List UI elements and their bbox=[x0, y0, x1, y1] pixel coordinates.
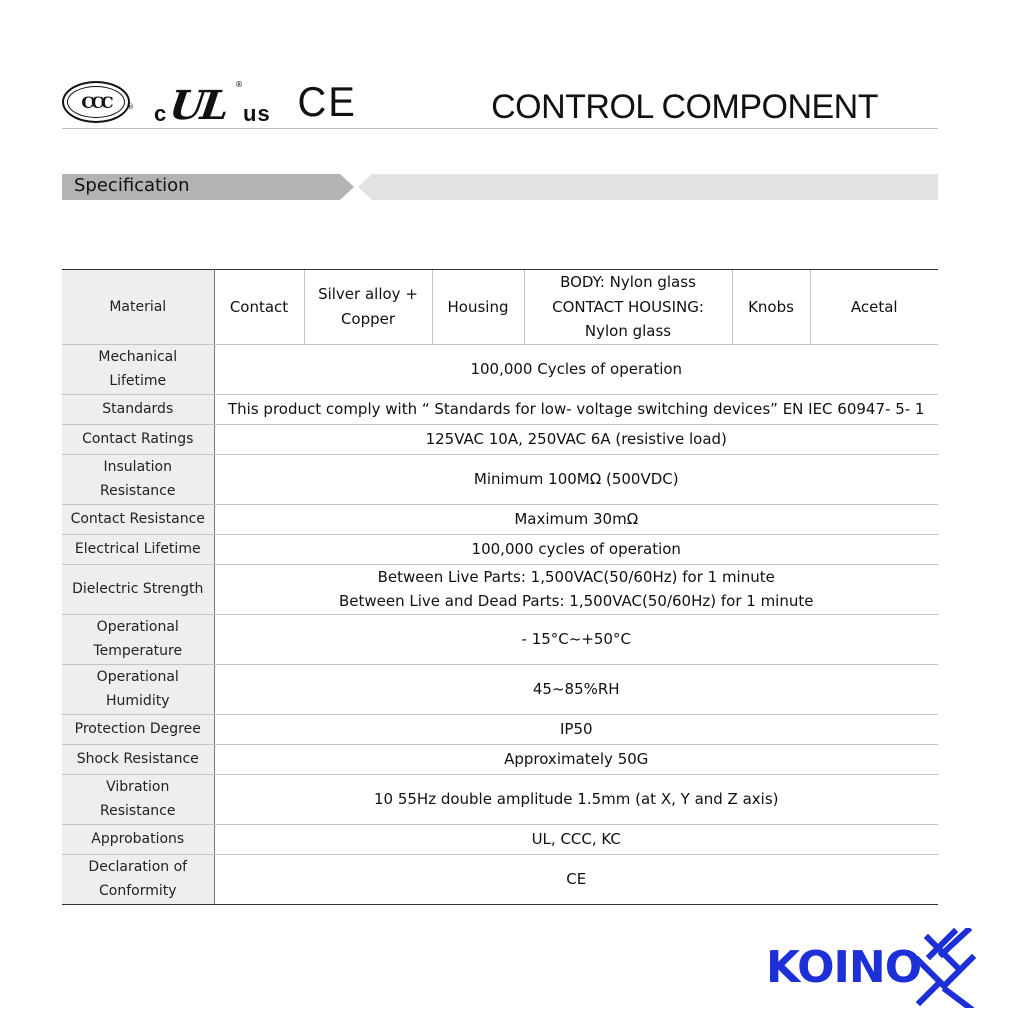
ul-us-letters: us bbox=[243, 101, 271, 126]
row-label: Approbations bbox=[62, 824, 214, 854]
table-row bbox=[62, 824, 938, 854]
row-value: - 15°C~+50°C bbox=[214, 614, 938, 664]
row-label: Mechanical Lifetime bbox=[62, 344, 214, 394]
page-header bbox=[62, 70, 938, 129]
material-contact-label: Contact bbox=[214, 270, 304, 345]
row-label: Dielectric Strength bbox=[62, 564, 214, 614]
row-label: Operational Humidity bbox=[62, 664, 214, 714]
table-row bbox=[62, 344, 938, 394]
table-row bbox=[62, 614, 938, 664]
row-label: Electrical Lifetime bbox=[62, 534, 214, 564]
material-knobs-label: Knobs bbox=[732, 270, 810, 345]
ul-listed-logo-icon bbox=[150, 78, 290, 129]
table-row bbox=[62, 564, 938, 614]
table-row bbox=[62, 394, 938, 424]
material-housing-label: Housing bbox=[432, 270, 524, 345]
registered-mark: ® bbox=[127, 103, 134, 111]
row-label: Standards bbox=[62, 394, 214, 424]
table-row bbox=[62, 774, 938, 824]
row-value: IP50 bbox=[214, 714, 938, 744]
ce-mark-icon: CE bbox=[297, 78, 357, 125]
row-label: Contact Resistance bbox=[62, 504, 214, 534]
row-value: 100,000 cycles of operation bbox=[214, 534, 938, 564]
brand-logo bbox=[766, 928, 986, 1008]
row-value: Minimum 100MΩ (500VDC) bbox=[214, 454, 938, 504]
material-housing-value bbox=[524, 270, 732, 345]
ccc-logo-icon bbox=[62, 81, 134, 123]
brand-name: KOINO bbox=[766, 942, 922, 993]
ul-mark-text: UL bbox=[166, 82, 229, 129]
housing-value-line: Nylon glass bbox=[584, 322, 672, 340]
row-label: Declaration of Conformity bbox=[62, 854, 214, 904]
section-title: Specification bbox=[74, 175, 190, 196]
table-row bbox=[62, 534, 938, 564]
housing-value-line: CONTACT HOUSING: bbox=[552, 297, 704, 316]
row-label: Vibration Resistance bbox=[62, 774, 214, 824]
row-value: Maximum 30mΩ bbox=[214, 504, 938, 534]
koinox-x-logo-icon bbox=[916, 928, 980, 1008]
ul-c-letter: c bbox=[154, 101, 167, 126]
section-bar-graphic bbox=[62, 174, 938, 200]
row-value: UL, CCC, KC bbox=[214, 824, 938, 854]
table-row-material bbox=[62, 270, 938, 345]
row-value bbox=[214, 564, 938, 614]
section-header-bar bbox=[62, 174, 938, 200]
row-label: Protection Degree bbox=[62, 714, 214, 744]
table-row bbox=[62, 744, 938, 774]
row-value: CE bbox=[214, 854, 938, 904]
row-value: 45~85%RH bbox=[214, 664, 938, 714]
row-value: 10 55Hz double amplitude 1.5mm (at X, Y and Z axis) bbox=[214, 774, 938, 824]
row-label: Insulation Resistance bbox=[62, 454, 214, 504]
row-value: This product comply with “ Standards for low- voltage switching devices” EN IEC 60947- 5- 1 bbox=[214, 394, 938, 424]
row-value: 125VAC 10A, 250VAC 6A (resistive load) bbox=[214, 424, 938, 454]
page-title: CONTROL COMPONENT bbox=[491, 88, 878, 126]
table-row bbox=[62, 714, 938, 744]
row-label: Contact Ratings bbox=[62, 424, 214, 454]
row-value: 100,000 Cycles of operation bbox=[214, 344, 938, 394]
row-label: Material bbox=[62, 270, 214, 345]
row-label: Shock Resistance bbox=[62, 744, 214, 774]
table-row bbox=[62, 504, 938, 534]
table-row bbox=[62, 424, 938, 454]
row-label: Operational Temperature bbox=[62, 614, 214, 664]
ccc-logo-text: CCC bbox=[67, 86, 125, 118]
certification-logos bbox=[62, 78, 358, 129]
table-row bbox=[62, 854, 938, 904]
value-line: Between Live and Dead Parts: 1,500VAC(50/60Hz) for 1 minute bbox=[339, 592, 814, 610]
value-line: Between Live Parts: 1,500VAC(50/60Hz) for 1 minute bbox=[377, 567, 775, 586]
row-value: Approximately 50G bbox=[214, 744, 938, 774]
table-row bbox=[62, 454, 938, 504]
table-row bbox=[62, 664, 938, 714]
housing-value-line: BODY: Nylon glass bbox=[560, 273, 696, 291]
material-contact-value: Silver alloy + Copper bbox=[304, 270, 432, 345]
specification-table bbox=[62, 269, 938, 905]
material-knobs-value: Acetal bbox=[810, 270, 938, 345]
ul-registered-mark: ® bbox=[235, 80, 243, 89]
